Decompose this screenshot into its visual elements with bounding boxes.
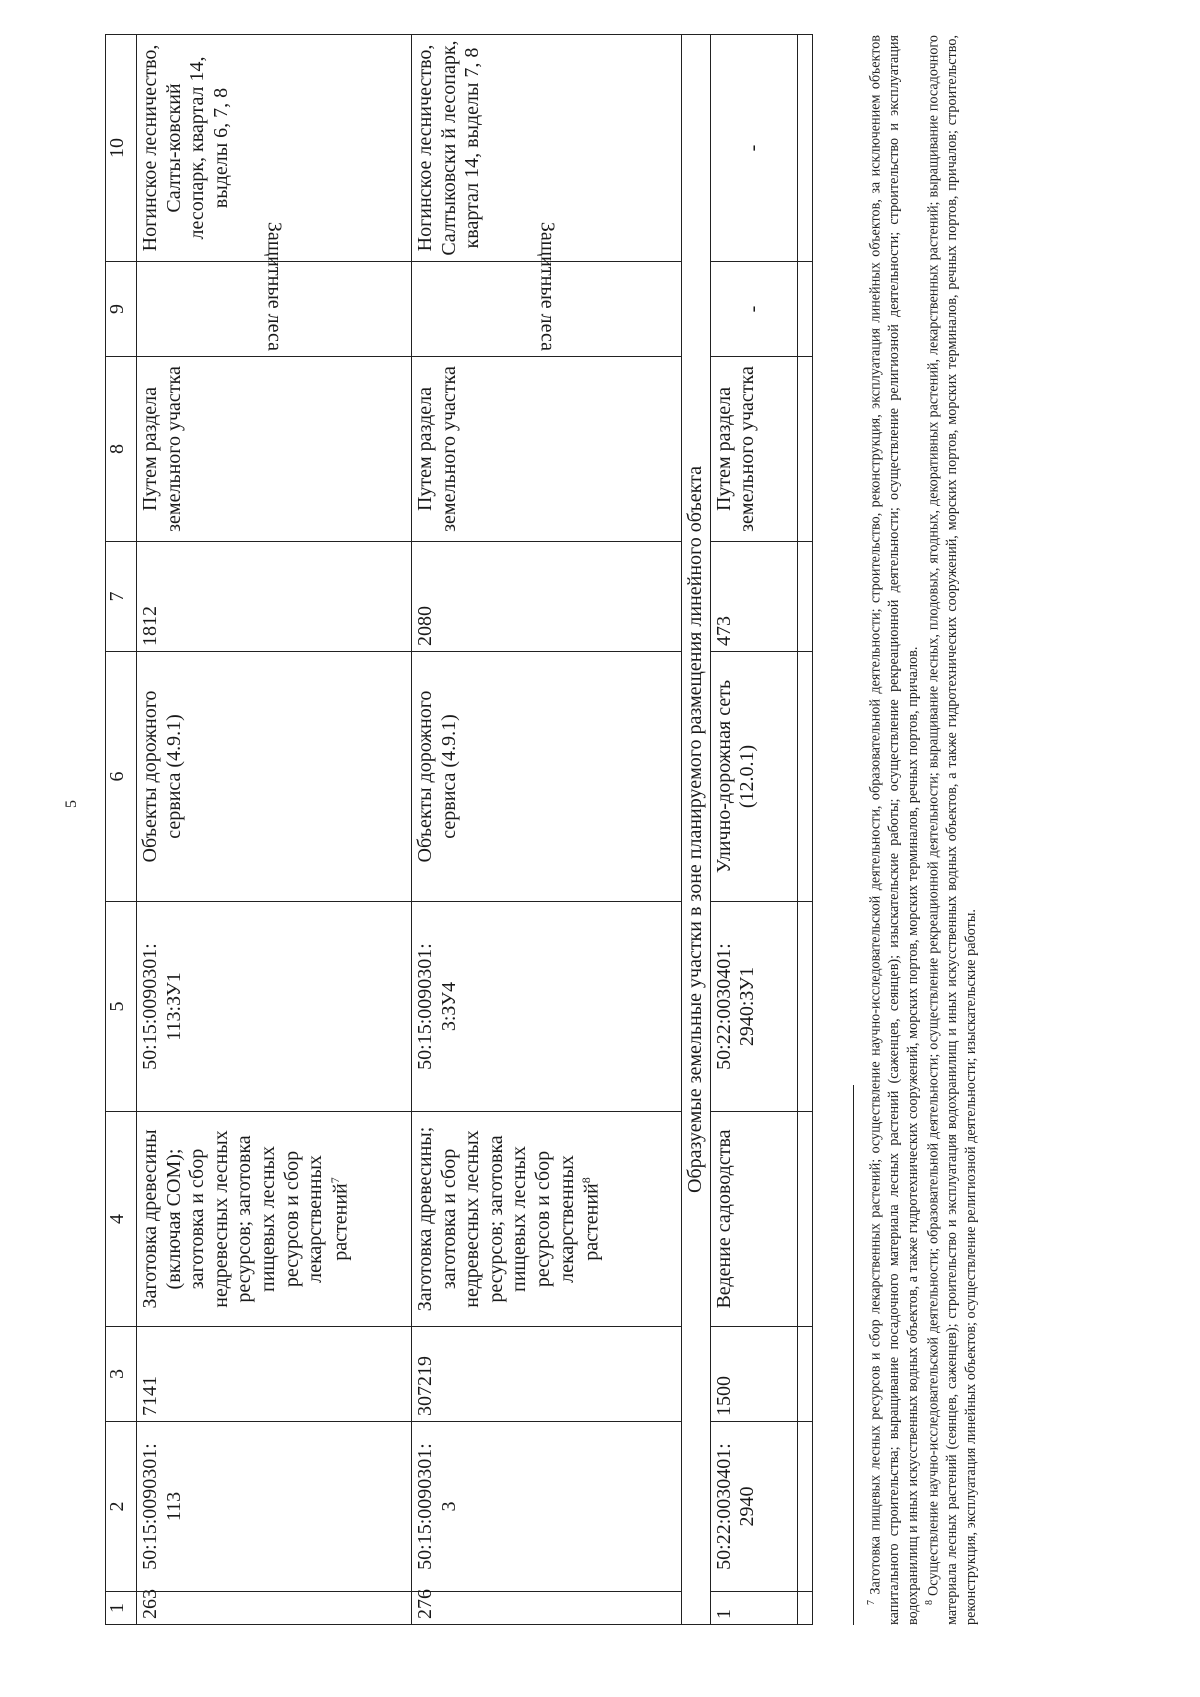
cell-new-area: 1812 [137, 542, 412, 652]
col-header-2: 2 [106, 1422, 137, 1592]
footnote-7-mark: 7 [866, 1600, 877, 1605]
cell-category-text: Защитные леса [536, 221, 559, 351]
col-header-6: 6 [106, 652, 137, 902]
cell-category: - [710, 262, 797, 357]
cell-method: Путем раздела земельного участка [137, 357, 412, 542]
cell-new-plot-id: 50:15:0090301: 3:ЗУ4 [412, 902, 682, 1112]
cell-source-cadastral: 50:22:0030401: 2940 [710, 1422, 797, 1592]
cell-method: Путем раздела земельного участка [412, 357, 682, 542]
cell-permitted-use [137, 1112, 412, 1327]
page-number: 5 [63, 800, 80, 808]
cell-new-area: 473 [710, 542, 797, 652]
cell-number: 263 [137, 1592, 412, 1625]
section-title: Образуемые земельные участки в зоне планируемого размещения линейного объекта [682, 35, 711, 1625]
col-header-9: 9 [106, 262, 137, 357]
footnote-7-text: Заготовка пищевых лесных ресурсов и сбор лекарственных растений; осуществление научно-исследовательской деятельности, образовательной деятельности; строительство, реконструкция, эксплуатация линейных объектов, за исключением объектов капитального строительства; выращивание посадочного материала лесных растений (саженцев, сеянцев); изыскательские работы; осуществление рекреационной деятельности; осуществление религиозной деятельности; строительство и эксплуатация водохранилищ и иных искусственных водных объектов, а также гидротехнических сооружений, морских портов, морских терминалов, речных портов, причалов. [867, 35, 922, 1625]
land-plots-table [105, 34, 813, 1625]
cell-location: Ногинское лесничество, Салтыковски й лесопарк, квартал 14, выделы 7, 8 [412, 35, 682, 262]
cell-planned-use: Объекты дорожного сервиса (4.9.1) [412, 652, 682, 902]
col-header-4: 4 [106, 1112, 137, 1327]
footnotes [865, 35, 981, 1625]
footnote-ref: 7 [327, 1177, 342, 1184]
cell-source-cadastral: 50:15:0090301: 113 [137, 1422, 412, 1592]
col-header-1: 1 [106, 1592, 137, 1625]
cell-new-plot-id: 50:22:0030401: 2940:ЗУ1 [710, 902, 797, 1112]
table-row [137, 35, 412, 1625]
cell-new-area: 2080 [412, 542, 682, 652]
rotated-page-content [105, 0, 1185, 1625]
col-header-7: 7 [106, 542, 137, 652]
cell-area: 307219 [412, 1327, 682, 1422]
cell-location: - [710, 35, 797, 262]
cell-category [137, 221, 412, 357]
cell-method: Путем раздела земельного участка [710, 357, 797, 542]
cell-number: 1 [710, 1592, 797, 1625]
cell-new-plot-id: 50:15:0090301: 113:ЗУ1 [137, 902, 412, 1112]
footnote-ref: 8 [579, 1177, 594, 1184]
col-header-8: 8 [106, 357, 137, 542]
cell-planned-use: Объекты дорожного сервиса (4.9.1) [137, 652, 412, 902]
footnote-divider [853, 1085, 854, 1625]
col-header-10: 10 [106, 35, 137, 262]
cell-area: 1500 [710, 1327, 797, 1422]
header-row [106, 35, 137, 1625]
cell-planned-use: Улично-дорожная сеть (12.0.1) [710, 652, 797, 902]
footnote-8-text: Осуществление научно-исследовательской деятельности; образовательной деятельности; осуществление рекреационной деятельности; выращивание лесных, плодовых, ягодных, декоративных растений, лекарственных растений; выращивание посадочного материала лесных растений (сеянцев, саженцев); строительство и эксплуатация водохранилищ и иных искусственных водных объектов, а также гидротехнических сооружений, морских портов, морских терминалов, речных портов, причалов; строительство, реконструкция, эксплуатация линейных объектов; осуществление религиозной деятельности; изыскательские работы. [925, 35, 980, 1625]
table-row-empty [797, 35, 812, 1625]
footnote-8-mark: 8 [923, 1600, 935, 1605]
cell-permitted-use: Ведение садоводства [710, 1112, 797, 1327]
footnote-7 [865, 35, 923, 1625]
cell-category [412, 221, 682, 357]
col-header-3: 3 [106, 1327, 137, 1422]
cell-location: Ногинское лесничество, Салты-ковский лесопарк, квартал 14, выделы 6, 7, 8 [137, 35, 412, 262]
cell-source-cadastral: 50:15:0090301: 3 [412, 1422, 682, 1592]
cell-permitted-use-text: Заготовка древесины; заготовка и сбор недревесных лесных ресурсов; заготовка пищевых лесных ресурсов и сбор лекарственных растений [414, 1126, 603, 1312]
cell-permitted-use-text: Заготовка древесины (включая СОМ); заготовка и сбор недревесных лесных ресурсов; заготовка пищевых лесных ресурсов и сбор лекарственных растений [139, 1129, 352, 1309]
cell-category-text: Защитные леса [263, 221, 286, 351]
cell-permitted-use [412, 1112, 682, 1327]
footnote-8 [923, 35, 981, 1625]
table-row [412, 35, 682, 1625]
table-row [710, 35, 797, 1625]
cell-number: 276 [412, 1592, 682, 1625]
cell-area: 7141 [137, 1327, 412, 1422]
col-header-5: 5 [106, 902, 137, 1112]
section-header-row [682, 35, 711, 1625]
